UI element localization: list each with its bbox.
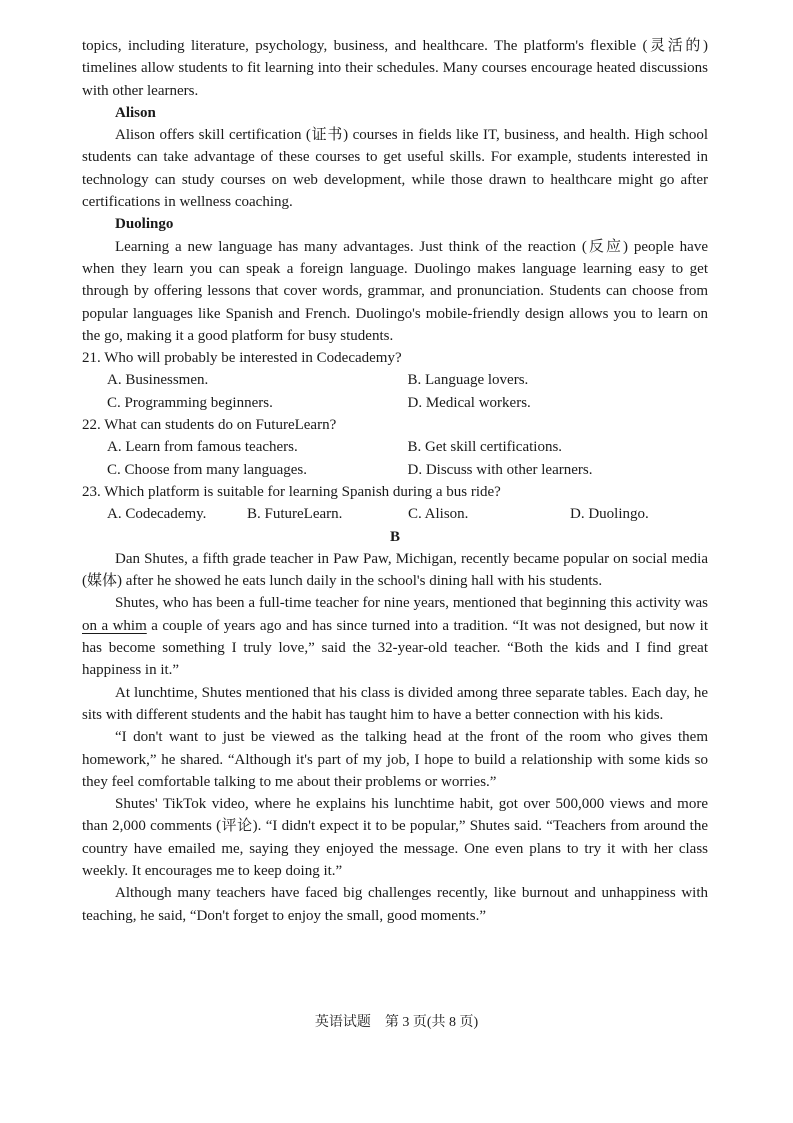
question-21 — [82, 347, 708, 414]
option-b: B. Get skill certifications. — [407, 439, 563, 456]
section-b-label: B — [389, 528, 400, 545]
option-c: C. Alison. — [408, 506, 469, 523]
passage-b-paragraph-2 — [82, 592, 708, 681]
futurelearn-paragraph-end: topics, including literature, psychology, business, and healthcare. The platform's flexible (灵活的) timelines allow students to fit learning into their schedules. Many courses encourage heated discussions with other learners. — [82, 38, 708, 99]
alison-heading: Alison — [115, 104, 156, 121]
page-footer: 英语试题 第 3 页(共 8 页) — [314, 1015, 479, 1030]
text-segment: Shutes, who has been a full-time teacher for nine years, mentioned that beginning this activity was — [115, 595, 708, 612]
question-stem: 21. Who will probably be interested in Codecademy? — [82, 350, 402, 367]
option-d: D. Discuss with other learners. — [407, 461, 593, 478]
exam-page — [82, 35, 708, 927]
passage-b-paragraph-6: Although many teachers have faced big challenges recently, like burnout and unhappiness with teaching, he said, “Don't forget to enjoy the small, good moments.” — [82, 885, 708, 924]
passage-b-paragraph-3: At lunchtime, Shutes mentioned that his class is divided among three separate tables. Each day, he sits with different students and the habit has taught him to have a better connection with his kids. — [82, 684, 708, 723]
passage-b-paragraph-1: Dan Shutes, a fifth grade teacher in Paw Paw, Michigan, recently became popular on social media (媒体) after he showed he eats lunch daily in the school's dining hall with his students. — [82, 550, 708, 590]
option-b: B. FutureLearn. — [247, 506, 343, 523]
option-a: A. Businessmen. — [107, 372, 209, 389]
question-23 — [82, 481, 708, 526]
duolingo-heading: Duolingo — [115, 216, 174, 233]
option-d: D. Duolingo. — [570, 506, 649, 523]
alison-paragraph: Alison offers skill certification (证书) courses in fields like IT, business, and health. High school students can take advantage of these courses to get useful skills. For example, students interested in technology can study courses on web development, while those drawn to healthcare might go after certifications in wellness coaching. — [82, 127, 708, 211]
question-stem: 23. Which platform is suitable for learning Spanish during a bus ride? — [82, 483, 501, 500]
question-22 — [82, 414, 708, 481]
passage-b-paragraph-5: Shutes' TikTok video, where he explains his lunchtime habit, got over 500,000 views and more than 2,000 comments (评论). “I didn't expect it to be popular,” Shutes said. “Teachers from around the country have emailed me, saying they enjoyed the message. One even plans to try it with her class weekly. It encourages me to keep doing it.” — [82, 796, 708, 879]
passage-b-paragraph-4: “I don't want to just be viewed as the talking head at the front of the room who gives them homework,” he shared. “Although it's part of my job, I hope to build a relationship with some kids so they feel comfortable talking to me about their problems or worries.” — [82, 729, 708, 790]
option-c: C. Programming beginners. — [107, 394, 273, 411]
option-b: B. Language lovers. — [407, 372, 529, 389]
underlined-phrase: on a whim — [82, 617, 147, 634]
text-segment: a couple of years ago and has since turned into a tradition. “It was not designed, but now it has become something I truly love,” said the 32-year-old teacher. “Both the kids and I find great happiness in it.” — [82, 617, 708, 679]
option-a: A. Learn from famous teachers. — [107, 439, 298, 456]
duolingo-paragraph: Learning a new language has many advantages. Just think of the reaction (反应) people have when they learn you can speak a foreign language. Duolingo makes language learning easy to get through by offering lessons that cover words, grammar, and pronunciation. Students can choose from popular languages like Spanish and French. Duolingo's mobile-friendly design allows you to learn on the go, making it a good platform for busy students. — [82, 238, 708, 344]
option-a: A. Codecademy. — [107, 506, 207, 523]
option-c: C. Choose from many languages. — [107, 461, 307, 478]
option-d: D. Medical workers. — [407, 394, 531, 411]
question-stem: 22. What can students do on FutureLearn? — [82, 417, 337, 434]
